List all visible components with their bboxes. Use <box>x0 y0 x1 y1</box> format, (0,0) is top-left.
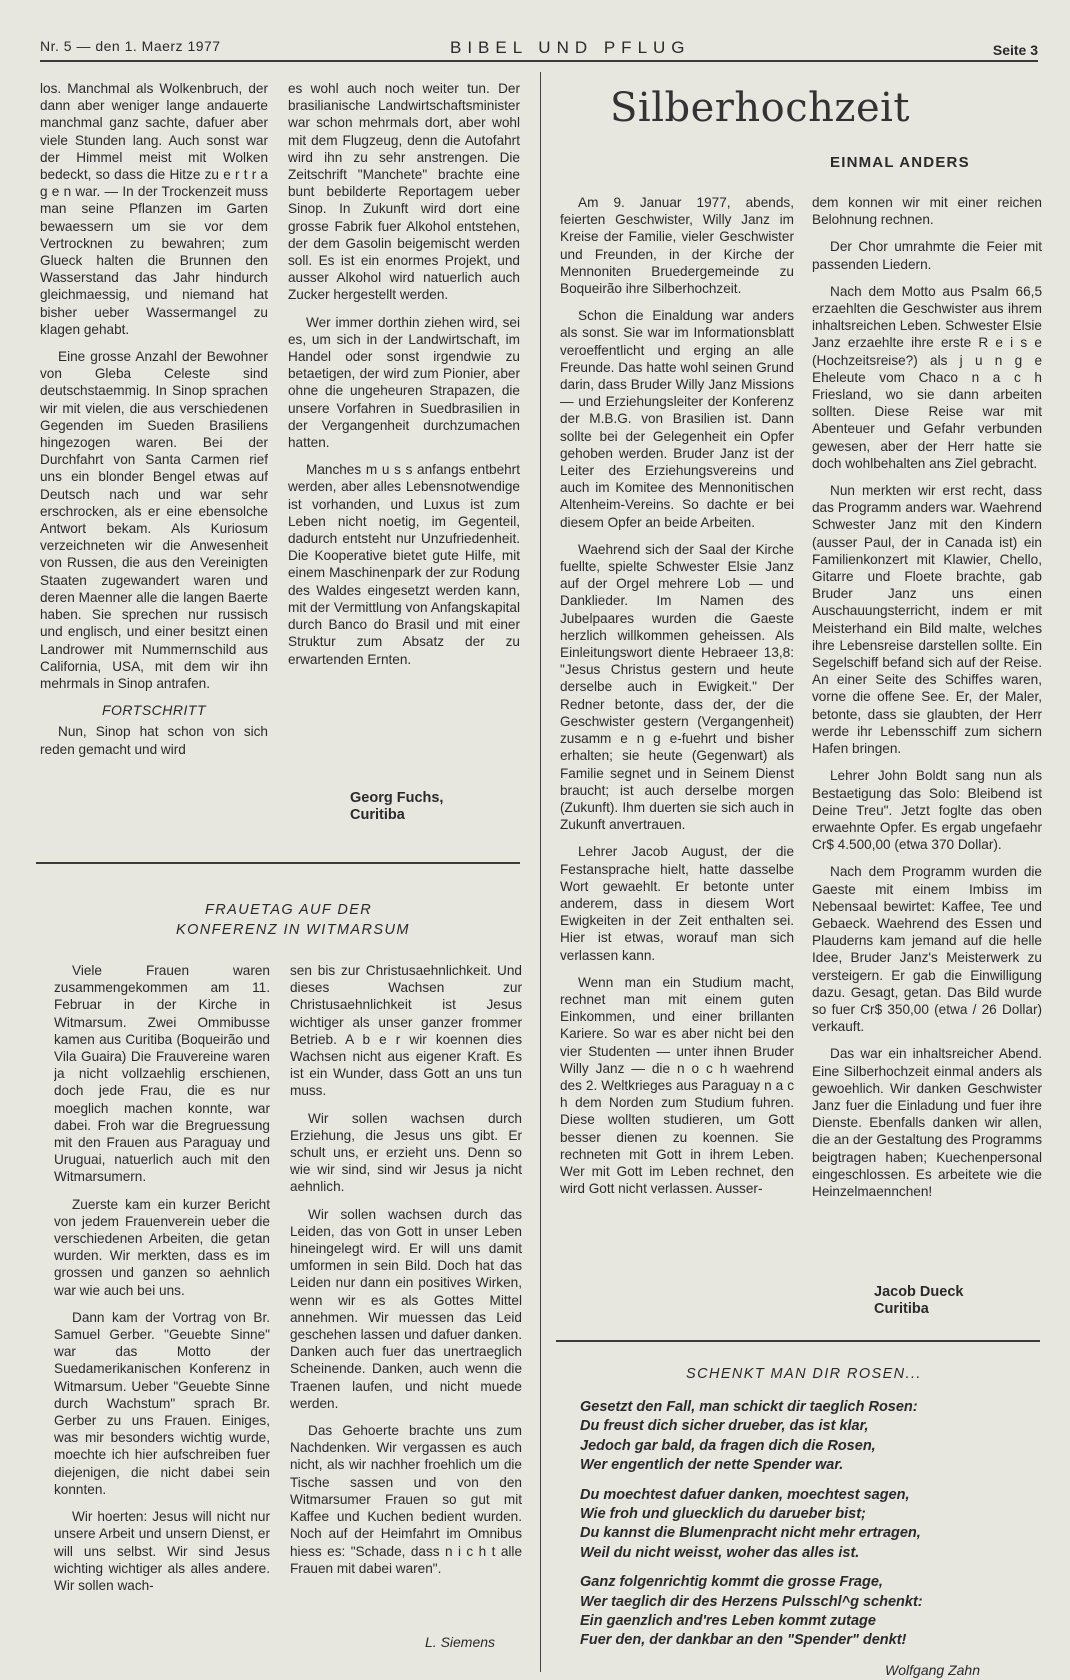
paragraph: Lehrer Jacob August, der die Festansprache hielt, hatte dasselbe Wort gewaehlt. Er betonte unter anderem, dass in diesem Wort Ewigkeiten in der Zeit enthalten sei. Hier ist etwas, worauf man sich verlassen kann. <box>560 844 794 963</box>
frauentag-heading-line2: KONFERENZ IN WITMARSUM <box>176 922 410 938</box>
poem-line: Wer engentlich der nette Spender war. <box>580 1457 844 1474</box>
poem-line: Fuer den, der dankbar an den "Spender" denkt! <box>580 1632 907 1649</box>
frauentag-heading-line1: FRAUETAG AUF DER <box>205 902 373 918</box>
poem-title: SCHENKT MAN DIR ROSEN... <box>686 1366 922 1382</box>
silber-col2 <box>812 194 1042 1274</box>
paragraph: los. Manchmal als Wolkenbruch, der dann aber weniger lange andauerte manchmal ganz sachte, dafuer aber viele Stunden lang. Auch sonst war der Himmel meist mit Wolken bedeckt, so dass die Hitze zu e r t r a g e n war. — In der Trockenzeit muss man seine Pflanzen im Garten bewaessern um sie vor dem Vertrocknen zu bewahren; zum Glueck halten die Brunnen den Wasserstand das Jahr hindurch gleichmaessig, und niemand hat bisher ueber Wassermangel zu klagen gehabt. <box>40 81 268 337</box>
top-article-col1 <box>40 80 268 832</box>
poem-line: Weil du nicht weisst, woher das alles ist. <box>580 1544 860 1561</box>
paragraph: sen bis zur Christusaehnlichkeit. Und dieses Wachsen zur Christusaehnlichkeit ist Jesus wichtiger als unser ganzer frommer Betrieb. A b e r wir koennen dies Wachsen nicht aus eigener Kraft. Es ist ein Wunder, dass Gott an uns tun muss. <box>290 963 522 1099</box>
paragraph: Dann kam der Vortrag von Br. Samuel Gerber. "Geuebte Sinne" war das Motto der Suedamerikanischen Konferenz in Witmarsum. Ueber "Geuebte Sinne durch Wachstum" sprach Br. Gerber zu uns Frauen. Einiges, was mir besonders wichtig wurde, moechte ich hier aufschreiben fuer diejenigen, die nicht dabei sein konnten. <box>54 1309 270 1497</box>
paragraph: Am 9. Januar 1977, abends, feierten Geschwister, Willy Janz im Kreise der Familie, vieler Geschwister und Freunden, in der Kirche der Mennoniten Bruedergemeinde zu Boqueirão ihre Silberhochzeit. <box>560 195 794 297</box>
paragraph: Der Chor umrahmte die Feier mit passenden Liedern. <box>812 239 1042 272</box>
author-name: Jacob Dueck <box>874 1284 964 1300</box>
article-subtitle: EINMAL ANDERS <box>830 154 970 171</box>
paragraph: Nach dem Programm wurden die Gaeste mit einem Imbiss im Nebensaal bewirtet: Kaffee, Tee und Gebaeck. Waehrend des Essen und Plauderns kam jemand auf die helle Idee, Bruder Janz's Meisterwerk zu versteigern. Er gab die Einwilligung dazu. Gesagt, getan. Das Bild wurde so fuer Cr$ 350,00 (etwa / 26 Dollar) verkauft. <box>812 864 1042 1035</box>
paragraph: Wir sollen wachsen durch das Leiden, das von Gott in unser Leben hineingelegt wird. Er will uns damit umformen in sein Bild. Doch hat das Leiden nur dann ein positives Wirken, wenn wir es als Gottes Mittel annehmen. Wir muessen das Leid geschehen lassen und dafuer danken. Danken auch fuer das unertraeglich Scheinende. Danken, auch wenn die Traenen laufen, und nicht muede werden. <box>290 1206 522 1411</box>
frauentag-col1 <box>54 962 270 1652</box>
poem-line: Wie froh und gluecklich du darueber bist; <box>580 1506 866 1523</box>
poem-line: Gesetzt den Fall, man schickt dir taeglich Rosen: <box>580 1399 918 1415</box>
paragraph: Manches m u s s anfangs entbehrt werden, aber alles Lebensnotwendige ist vorhanden, und Luxus ist zum Leben nicht noetig, im Gegenteil, dadurch entsteht nur Unzufriedenheit. Die Kooperative bietet gute Hilfe, mit einem Maschinenpark der zur Rodung des Waldes eingesetzt werden kann, mit der Vermittlung von Anfangskapital durch Banco do Brasil und mit einer Struktur zum Absatz der zu erwartenden Ernten. <box>288 462 520 667</box>
frauentag-signature: L. Siemens <box>425 1634 496 1650</box>
paragraph: Nach dem Motto aus Psalm 66,5 erzaehlten die Geschwister aus ihrem inhaltsreichen Leben. Schwester Elsie Janz erzaehlte ihre erste R e i s e (Hochzeitsreise?) als j u n g e Eheleute vom Chaco n a c h Friesland, wo sie dann arbeiten sollten. Diese Reise war mit Abenteuer und Gefahr verbunden gewesen, aber der Herr hatte sie doch wohlbehalten ans Ziel gebracht. <box>812 283 1042 471</box>
page-number: Seite 3 <box>992 42 1038 58</box>
poem <box>580 1398 1020 1680</box>
paragraph: Nun, Sinop hat schon von sich reden gemacht und wird <box>40 724 268 757</box>
poem-line: Ein gaenzlich and'res Leben kommt zutage <box>580 1613 876 1630</box>
article-title: Silberhochzeit <box>610 85 911 131</box>
paragraph: Das Gehoerte brachte uns zum Nachdenken. Wir vergassen es auch nicht, als wir nachher froehlich um die Tische sassen und von den Witmarsumer Frauen so gut mit Kaffee und Kuchen bedient wurden. Noch auf der Heimfahrt im Omnibus hiess es: "Schade, dass n i c h t alle Frauen mit dabei waren". <box>290 1423 522 1576</box>
poem-line: Wer taeglich dir des Herzens Pulsschl^g schenkt: <box>580 1593 923 1610</box>
author-place: Curitiba <box>874 1301 929 1317</box>
paragraph: es wohl auch noch weiter tun. Der brasilianische Landwirtschaftsminister war schon mehrmals dort, aber wohl mit dem Flugzeug, denn die Autofahrt wird ihn zu sehr anstrengen. Die Zeitschrift "Manchete" brachte eine bunt bebilderte Reportagem ueber Sinop. In Zukunft wird dort eine grosse Fabrik fuer Alkohol entstehen, der dem Gasolin beigemischt werden soll. Es ist ein enormes Projekt, und ausser Alkohol wird natuerlich auch Zucker hergestellt werden. <box>288 81 520 303</box>
section-divider <box>36 862 520 864</box>
poem-line: Ganz folgenrichtig kommt die grosse Frage, <box>580 1574 883 1591</box>
poem-author: Wolfgang Zahn <box>885 1661 980 1678</box>
paragraph: Wir hoerten: Jesus will nicht nur unsere Arbeit und unsern Dienst, er will uns selbst. Wir sind Jesus wichting wichtiger als alles andere. Wir sollen wach- <box>54 1509 270 1593</box>
author-name: Georg Fuchs, <box>350 790 444 806</box>
top-article-col2 <box>288 80 520 802</box>
header-rule <box>40 60 1038 62</box>
paragraph: Eine grosse Anzahl der Bewohner von Gleba Celeste sind deutschstaemmig. In Sinop sprachen wir mit vielen, die aus verschiedenen Gegenden im Sueden Brasiliens hingezogen waren. Bei der Durchfahrt von Santa Carmen rief uns ein blonder Bengel etwas auf Deutsch nach und war sehr erschrocken, als er eine ebensolche Antwort bekam. Als Kuriosum verzeichneten wir die Anwesenheit von Russen, die aus den Vereinigten Staaten zugewandert waren und deren Maenner alle die langen Baerte haben. Sie sprechen nur russisch und englisch, und einer besitzt einen Landrower mit Nummernschild aus California, USA, mit dem wir ihn mehrmals in Sinop antrafen. <box>40 349 268 691</box>
paragraph: Wir sollen wachsen durch Erziehung, die Jesus uns gibt. Er schult uns, er erzieht uns. Denn so wie wir sind, sind wir Jesus ja nicht aehnlich. <box>290 1110 522 1195</box>
masthead-title: BIBEL UND PFLUG <box>450 38 691 57</box>
author-place: Curitiba <box>350 807 405 823</box>
paragraph: dem konnen wir mit einer reichen Belohnung rechnen. <box>812 195 1042 228</box>
silber-col1 <box>560 194 794 1324</box>
paragraph: Das war ein inhaltsreicher Abend. Eine Silberhochzeit einmal anders als gewoehlich. Wir danken Geschwister Janz fuer die Einladung und fuer ihre Dienste. Ebenfalls danken wir allen, die an der Gestaltung des Programms beigtragen haben; Kuechenpersonal eingeschlossen. Es arbeitete wie die Heinzelmaennchen! <box>812 1046 1042 1199</box>
paragraph: Zuerste kam ein kurzer Bericht von jedem Frauenverein ueber die verschiedenen Arbeiten, die getan wurden. Wir merkten, dass es im grossen und ganzen so aehnlich war wie auch bei uns. <box>54 1196 270 1298</box>
author-signature <box>350 790 510 824</box>
poem-line: Du freust dich sicher drueber, das ist klar, <box>580 1418 869 1435</box>
paragraph: Viele Frauen waren zusammengekommen am 11. Februar in der Kirche in Witmarsum. Zwei Ommibusse kamen aus Curitiba (Boqueirão und Vila Guaira) Die Frauvereine waren ja nicht vollzaehlig erschienen, doch jede Frau, die es nur moeglich machen konnte, war dabei. Froh war die Bregruessung mit den Frauen aus Paraguay und Uruguai, natuerlich auch mit den Witmarsumern. <box>54 963 270 1185</box>
paragraph: Schon die Einaldung war anders als sonst. Sie war im Informationsblatt veroeffentlicht und erging an alle Freunde. Das hatte wohl seinen Grund darin, dass Bruder Willy Janz Missions — und Erziehungsleiter der Konferenz der M.B.G. von Brasilien ist. Dann sollte bei der Gelegenheit ein Opfer gehoben werden. Bruder Janz ist der Leiter des Erziehungsvereins und auch im Komitee des Mennonitischen Altenheim-Vereins. So dachte er bei diesem Opfer an beide Arbeiten. <box>560 308 794 530</box>
poem-line: Du kannst die Blumenpracht nicht mehr ertragen, <box>580 1525 921 1542</box>
section-subhead: FORTSCHRITT <box>101 702 206 719</box>
paragraph: Lehrer John Boldt sang nun als Bestaetigung das Solo: Bleibend ist Deine Treu". Jetzt foglte das oben erwaehnte Opfer. Es ergab ungefaehr Cr$ 4.500,00 (etwa 370 Dollar). <box>812 768 1042 853</box>
silber-signature <box>874 1284 1024 1318</box>
poem-line: Jedoch gar bald, da fragen dich die Rosen, <box>580 1437 876 1454</box>
paragraph: Wenn man ein Studium macht, rechnet man mit einem guten Einkommen, und einer brillanten Kariere. So war es aber nicht bei den vier Studenten — unter ihnen Bruder Willy Janz — die n o c h waehrend des 2. Weltkrieges aus Paraguay n a c h dem Norden zum Studium fuhren. Diese wollten studieren, um Gott besser dienen zu koennen. Sie rechneten mit Gott in ihrem Leben. Wer mit Gott im Leben rechnet, den wird Gott nicht verlassen. Ausser- <box>560 974 794 1197</box>
poem-stanza <box>580 1398 1020 1476</box>
paragraph: Wer immer dorthin ziehen wird, sei es, um sich in der Landwirtschaft, im Handel oder sonst irgendwie zu betaetigen, der wird zum Pionier, aber ohne die ungeheuren Strapazen, die unsere Vorfahren in Suedbrasilien in der Vergangenheit durchzumachen hatten. <box>288 314 520 451</box>
section-divider <box>556 1340 1040 1342</box>
column-divider <box>540 72 541 1672</box>
paragraph: Nun merkten wir erst recht, dass das Programm anders war. Waehrend Schwester Janz mit den Kindern (ausser Paul, der in Canada ist) ein Familienkonzert mit Klawier, Chello, Gitarre und Floete brachte, gab Bruder Janz uns einen Auschauungsterricht, indem er mit Meisterhand ein Bild malte, welches ihre Lebensreise darstellen sollte. Ein Segelschiff befand sich auf der Reise. An einer Seite des Schiffes waren, vorne die offene See. Er, der Maler, betonte, dass sie glaubten, der Herr werde ihr Lebensschiff zum sichern Hafen bringen. <box>812 483 1042 757</box>
poem-line: Du moechtest dafuer danken, moechtest sagen, <box>580 1486 910 1503</box>
frauentag-col2 <box>290 962 522 1632</box>
poem-stanza <box>580 1486 1020 1564</box>
paragraph: Waehrend sich der Saal der Kirche fuellte, spielte Schwester Elsie Janz auf der Orgel mehrere Lob — und Danklieder. Im Namen des Jubelpaares wurden die Gaeste herzlich willkommen geheissen. Als Einleitungswort diente Hebraeer 13,8: "Jesus Christus gestern und heute derselbe auch in Ewigkeit." Der Redner betonte, dass der, der die Geschwister gestern (Vergangenheit) zusamm e n g e-fuehrt und bisher erhalten; sie heute (Gegenwart) als Familie segnet und in Seinem Dienst braucht; ist auch derselbe morgen (Zukunft). Ihm duerten sie sich auch in Zukunft anvertrauen. <box>560 541 794 833</box>
issue-date: Nr. 5 — den 1. Maerz 1977 <box>40 38 221 54</box>
poem-stanza <box>580 1573 1020 1651</box>
